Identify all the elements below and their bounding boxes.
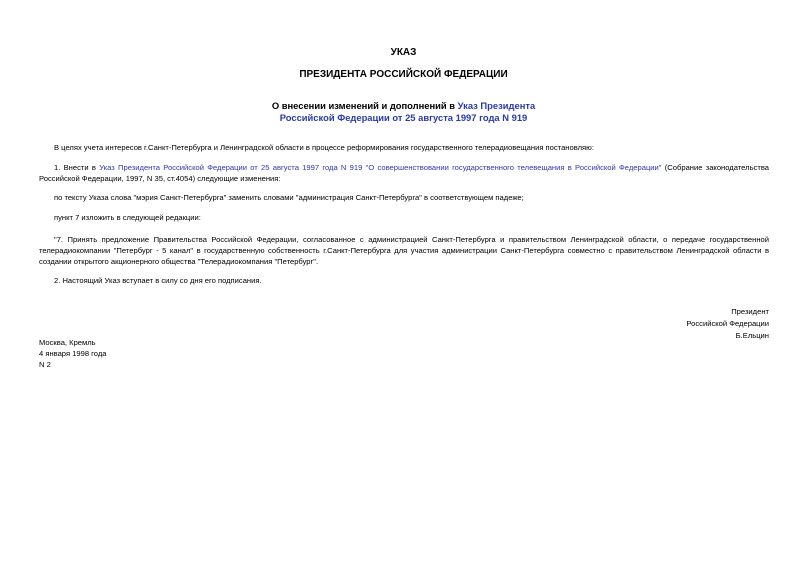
- paragraph-preamble: В целях учета интересов г.Санкт-Петербурга и Ленинградской области в процессе реформирования государственного телерадиовещания постановляю:: [54, 143, 594, 152]
- paragraph-item-1-post: (Собрание законодательства Российской Федерации, 1997, N 35, ст.4054) следующие изменения:: [39, 163, 769, 183]
- paragraph-item-2: 2. Настоящий Указ вступает в силу со дня его подписания.: [54, 276, 262, 285]
- place-date-block: [39, 337, 107, 370]
- place-location: Москва, Кремль: [39, 338, 96, 347]
- signature-block: [686, 306, 769, 342]
- signature-name: Б.Ельцин: [735, 331, 769, 340]
- decree-919-link[interactable]: Указ Президента Российской Федерации от 25 августа 1997 года N 919 "О совершенствовании государственного телевещания в Российской Федерации": [99, 163, 662, 172]
- paragraph-item-1-pre: 1. Внести в: [54, 163, 100, 172]
- paragraph-replace-words: по тексту Указа слова "мэрия Санкт-Петербурга" заменить словами "администрация Санкт-Петербурга" в соответствующем падеже;: [54, 193, 524, 202]
- paragraph-point-7-intro: пункт 7 изложить в следующей редакции:: [54, 213, 201, 222]
- document-title: УКАЗ: [390, 47, 417, 58]
- subtitle-link-part1[interactable]: Указ Президента: [457, 100, 536, 111]
- document-issuer: ПРЕЗИДЕНТА РОССИЙСКОЙ ФЕДЕРАЦИИ: [299, 69, 508, 80]
- place-date: 4 января 1998 года: [39, 349, 107, 358]
- signature-country: Российской Федерации: [686, 319, 769, 328]
- paragraph-point-7-text: "7. Принять предложение Правительства Российской Федерации, согласованное с администрацией Санкт-Петербурга и правительством Ленинградской области, о передаче государственной телерадиокомпании "Петербург - 5 канал" в государственную собственность г.Санкт-Петербурга для участия администрации Санкт-Петербурга совместно с правительством Ленинградской области в создании открытого акционерного общества "Телерадиокомпания "Петербург".: [39, 235, 769, 266]
- subtitle-text: О внесении изменений и дополнений в: [271, 100, 458, 111]
- place-number: N 2: [39, 360, 51, 369]
- subtitle-link-part2[interactable]: Российской Федерации от 25 августа 1997 года N 919: [279, 112, 528, 123]
- signature-position: Президент: [731, 307, 769, 316]
- document-subtitle: [0, 100, 807, 124]
- paragraph-item-1: [39, 162, 769, 184]
